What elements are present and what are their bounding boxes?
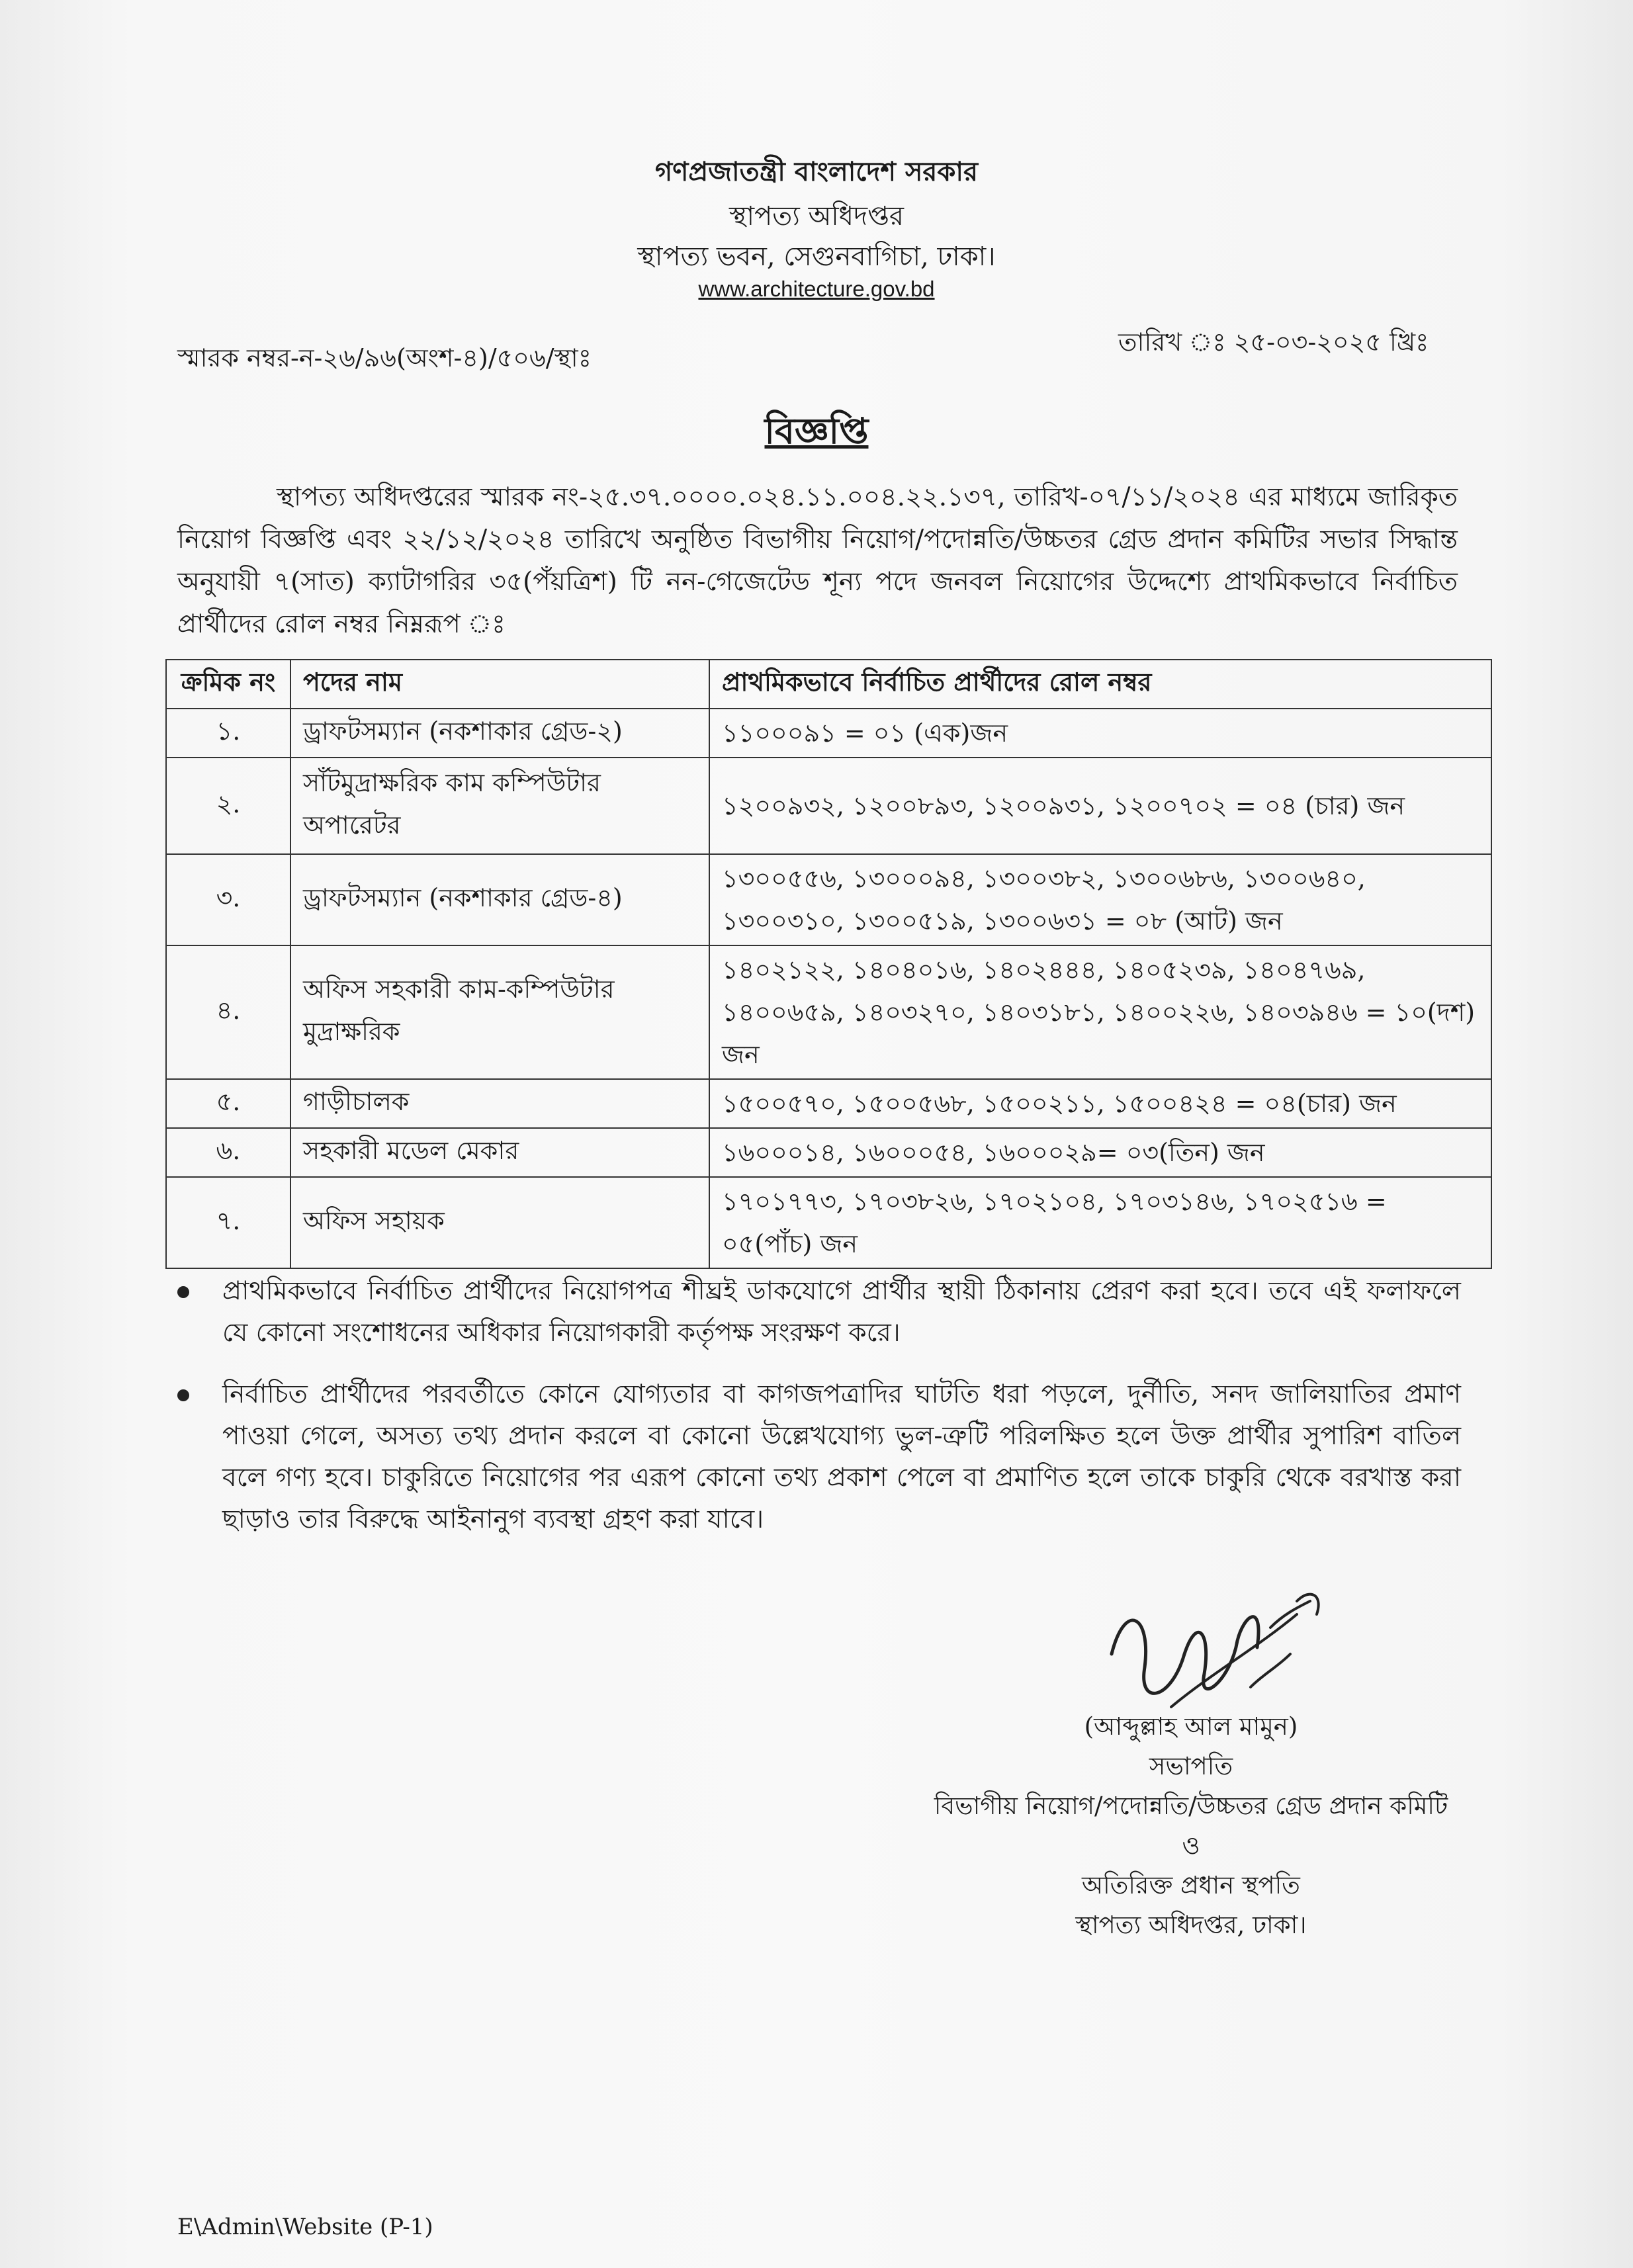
- signatory-name: (আব্দুল্লাহ আল মামুন): [1084, 1712, 1298, 1741]
- row-post: ড্রাফটসম্যান (নকশাকার গ্রেড-২): [290, 709, 709, 758]
- notice-title: বিজ্ঞপ্তি: [764, 410, 869, 452]
- row-rolls: ১৭০১৭৭৩, ১৭০৩৮২৬, ১৭০২১০৪, ১৭০৩১৪৬, ১৭০২৫১৬ = ০৫(পাঁচ) জন: [709, 1177, 1491, 1268]
- row-serial: ১.: [166, 709, 290, 758]
- signatory-block: [860, 1707, 1522, 1945]
- table-row: [166, 1079, 1491, 1128]
- row-rolls: ১১০০০৯১ = ০১ (এক)জন: [709, 709, 1491, 758]
- list-item: [177, 1270, 1461, 1354]
- row-serial: ৭.: [166, 1177, 290, 1268]
- row-rolls: ১৫০০৫৭০, ১৫০০৫৬৮, ১৫০০২১১, ১৫০০৪২৪ = ০৪(চার) জন: [709, 1079, 1491, 1128]
- notes-list: [177, 1270, 1461, 1560]
- table-row: [166, 1177, 1491, 1268]
- table-row: [166, 709, 1491, 758]
- note-text: প্রাথমিকভাবে নির্বাচিত প্রার্থীদের নিয়োগপত্র শীঘ্রই ডাকযোগে প্রার্থীর স্থায়ী ঠিকানায় প্রেরণ করা হবে। তবে এই ফলাফলে যে কোনো সংশোধনের অধিকার নিয়োগকারী কর্তৃপক্ষ সংরক্ষণ করে।: [222, 1276, 1461, 1348]
- row-post: অফিস সহকারী কাম-কম্পিউটার মুদ্রাক্ষরিক: [290, 945, 709, 1079]
- header-rolls: প্রাথমিকভাবে নির্বাচিত প্রার্থীদের রোল নম্বর: [709, 660, 1491, 709]
- issue-date: তারিখ ঃ ২৫-০৩-২০২৫ খ্রিঃ: [1118, 327, 1429, 357]
- selection-table: [165, 659, 1492, 1269]
- department-name: স্থাপত্য অধিদপ্তর: [729, 201, 904, 232]
- note-text: নির্বাচিত প্রার্থীদের পরবর্তীতে কোনে যোগ্যতার বা কাগজপত্রাদির ঘাটতি ধরা পড়লে, দুর্নীতি, সনদ জালিয়াতির প্রমাণ পাওয়া গেলে, অসত্য তথ্য প্রদান করলে বা কোনো উল্লেখযোগ্য ভুল-ত্রুটি পরিলক্ষিত হলে উক্ত প্রার্থীর সুপারিশ বাতিল বলে গণ্য হবে। চাকুরিতে নিয়োগের পর এরূপ কোনো তথ্য প্রকাশ পেলে বা প্রমাণিত হলে তাকে চাকুরি থেকে বরখাস্ত করা ছাড়াও তার বিরুদ্ধে আইনানুগ ব্যবস্থা গ্রহণ করা যাবে।: [222, 1379, 1461, 1534]
- table-row: [166, 945, 1491, 1079]
- signatory-designation: অতিরিক্ত প্রধান স্থপতি: [1082, 1871, 1300, 1899]
- memo-number: স্মারক নম্বর-ন-২৬/৯৬(অংশ-৪)/৫০৬/স্থাঃ: [177, 343, 592, 372]
- signatory-role: সভাপতি: [1149, 1752, 1233, 1780]
- row-rolls: ১৪০২১২২, ১৪০৪০১৬, ১৪০২৪৪৪, ১৪০৫২৩৯, ১৪০৪৭৬৯, ১৪০০৬৫৯, ১৪০৩২৭০, ১৪০৩১৮১, ১৪০০২২৬, ১৪০৩৯৪৬ = ১০(দশ) জন: [709, 945, 1491, 1079]
- signatory-committee: বিভাগীয় নিয়োগ/পদোন্নতি/উচ্চতর গ্রেড প্রদান কমিটি: [934, 1792, 1448, 1820]
- handwritten-signature: [1098, 1575, 1337, 1727]
- table-header-row: [166, 660, 1491, 709]
- row-rolls: ১৬০০০১৪, ১৬০০০৫৪, ১৬০০০২৯= ০৩(তিন) জন: [709, 1128, 1491, 1177]
- row-post: গাড়ীচালক: [290, 1079, 709, 1128]
- row-post: ড্রাফটসম্যান (নকশাকার গ্রেড-৪): [290, 854, 709, 945]
- row-serial: ৫.: [166, 1079, 290, 1128]
- bullet-icon: [177, 1389, 189, 1401]
- header-post: পদের নাম: [290, 660, 709, 709]
- signatory-conjunction: ও: [1182, 1831, 1200, 1860]
- header-serial: ক্রমিক নং: [166, 660, 290, 709]
- govt-header: গণপ্রজাতন্ত্রী বাংলাদেশ সরকার: [655, 156, 978, 187]
- row-serial: ৩.: [166, 854, 290, 945]
- row-serial: ৬.: [166, 1128, 290, 1177]
- row-post: অফিস সহায়ক: [290, 1177, 709, 1268]
- list-item: [177, 1374, 1461, 1540]
- table-row: [166, 758, 1491, 854]
- row-rolls: ১২০০৯৩২, ১২০০৮৯৩, ১২০০৯৩১, ১২০০৭০২ = ০৪ (চার) জন: [709, 758, 1491, 854]
- row-serial: ২.: [166, 758, 290, 854]
- table-row: [166, 854, 1491, 945]
- row-rolls: ১৩০০৫৫৬, ১৩০০০৯৪, ১৩০০৩৮২, ১৩০০৬৮৬, ১৩০০৬৪০, ১৩০০৩১০, ১৩০০৫১৯, ১৩০০৬৩১ = ০৮ (আট) জন: [709, 854, 1491, 945]
- table-row: [166, 1128, 1491, 1177]
- intro-paragraph: স্থাপত্য অধিদপ্তরের স্মারক নং-২৫.৩৭.০০০০.০২৪.১১.০০৪.২২.১৩৭, তারিখ-০৭/১১/২০২৪ এর মাধ্যমে জারিকৃত নিয়োগ বিজ্ঞপ্তি এবং ২২/১২/২০২৪ তারিখে অনুষ্ঠিত বিভাগীয় নিয়োগ/পদোন্নতি/উচ্চতর গ্রেড প্রদান কমিটির সভার সিদ্ধান্ত অনুযায়ী ৭(সাত) ক্যাটাগরির ৩৫(পঁয়ত্রিশ) টি নন-গেজেটেড শূন্য পদে জনবল নিয়োগের উদ্দেশ্যে প্রাথমিকভাবে নির্বাচিত প্রার্থীদের রোল নম্বর নিম্নরূপ ঃ: [177, 482, 1458, 639]
- row-serial: ৪.: [166, 945, 290, 1079]
- website-link[interactable]: www.architecture.gov.bd: [698, 277, 935, 301]
- row-post: সাঁটমুদ্রাক্ষরিক কাম কম্পিউটার অপারেটর: [290, 758, 709, 854]
- department-address: স্থাপত্য ভবন, সেগুনবাগিচা, ঢাকা।: [637, 241, 996, 272]
- bullet-icon: [177, 1286, 189, 1298]
- row-post: সহকারী মডেল মেকার: [290, 1128, 709, 1177]
- signatory-office: স্থাপত্য অধিদপ্তর, ঢাকা।: [1075, 1911, 1307, 1939]
- file-path-footer: E\Admin\Website (P-1): [177, 2214, 433, 2240]
